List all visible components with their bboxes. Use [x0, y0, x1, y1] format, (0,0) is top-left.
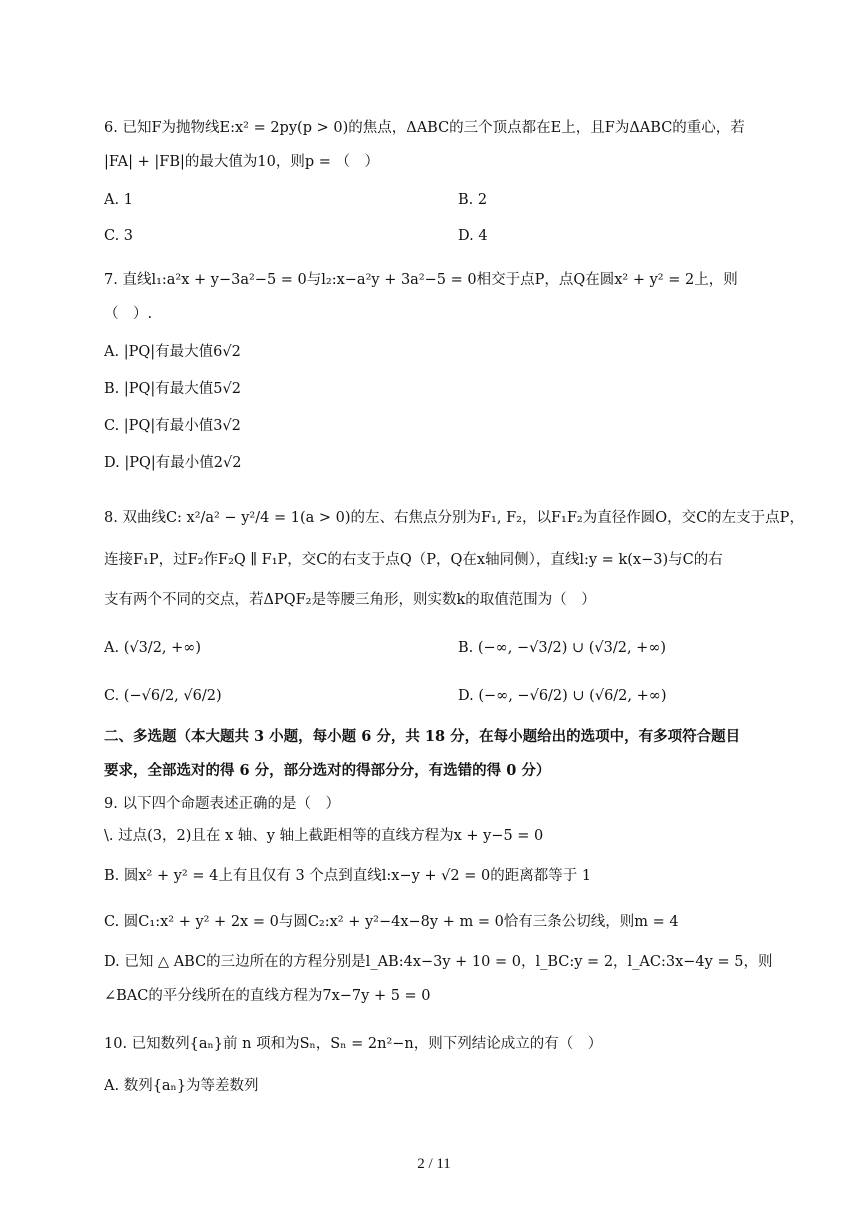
- q6-option-a: A. 1: [104, 192, 133, 208]
- section-heading-line1: 二、多选题（本大题共 3 小题，每小题 6 分，共 18 分，在每小题给出的选项中，有多项符合题目: [104, 728, 741, 745]
- q8-stem-line1: 8. 双曲线C: x²/a² − y²/4 = 1(a > 0)的左、右焦点分别为F₁, F₂，以F₁F₂为直径作圆O，交C的左支于点P，: [104, 510, 804, 526]
- q9-option-c: C. 圆C₁:x² + y² + 2x = 0与圆C₂:x² + y²−4x−8y + m = 0恰有三条公切线，则m = 4: [104, 914, 679, 930]
- q6-stem-line1: 6. 已知F为抛物线E:x² = 2py(p > 0)的焦点，ΔABC的三个顶点都在E上，且F为ΔABC的重心，若: [104, 120, 745, 136]
- q7-option-b: B. |PQ|有最大值5√2: [104, 381, 241, 397]
- q7-option-d: D. |PQ|有最小值2√2: [104, 455, 242, 471]
- q8-stem-line3: 支有两个不同的交点，若ΔPQF₂是等腰三角形，则实数k的取值范围为（ ）: [104, 592, 596, 608]
- q8-option-c: C. (−√6/2, √6/2): [104, 688, 222, 704]
- q7-option-a: A. |PQ|有最大值6√2: [104, 344, 241, 360]
- q7-stem-line1: 7. 直线l₁:a²x + y−3a²−5 = 0与l₂:x−a²y + 3a²−5 = 0相交于点P，点Q在圆x² + y² = 2上，则: [104, 272, 738, 288]
- q7-stem-line2: （ ）.: [104, 306, 153, 322]
- q8-stem-line2: 连接F₁P，过F₂作F₂Q ∥ F₁P，交C的右支于点Q（P，Q在x轴同侧），直线l:y = k(x−3)与C的右: [104, 552, 723, 568]
- q8-option-d: D. (−∞, −√6/2) ∪ (√6/2, +∞): [458, 688, 667, 704]
- q9-option-d-line1: D. 已知 △ ABC的三边所在的方程分别是l_AB:4x−3y + 10 = 0，l_BC:y = 2，l_AC:3x−4y = 5，则: [104, 954, 773, 970]
- q8-option-a: A. (√3/2, +∞): [104, 640, 202, 656]
- q9-option-a: \. 过点(3，2)且在 x 轴、y 轴上截距相等的直线方程为x + y−5 = 0: [104, 828, 544, 844]
- q10-option-a: A. 数列{aₙ}为等差数列: [104, 1078, 259, 1094]
- q6-option-b: B. 2: [458, 192, 488, 208]
- q7-option-c: C. |PQ|有最小值3√2: [104, 418, 241, 434]
- q6-option-d: D. 4: [458, 228, 488, 244]
- q10-stem: 10. 已知数列{aₙ}前 n 项和为Sₙ，Sₙ = 2n²−n，则下列结论成立的有（ ）: [104, 1036, 603, 1052]
- q9-option-d-line2: ∠BAC的平分线所在的直线方程为7x−7y + 5 = 0: [104, 988, 431, 1004]
- q6-option-c: C. 3: [104, 228, 134, 244]
- q6-stem-line2: |FA| + |FB|的最大值为10，则p = （ ）: [104, 154, 379, 170]
- section-heading-line2: 要求，全部选对的得 6 分，部分选对的得部分分，有选错的得 0 分）: [104, 762, 551, 779]
- page-number: 2 / 11: [417, 1156, 451, 1172]
- q9-stem: 9. 以下四个命题表述正确的是（ ）: [104, 796, 340, 812]
- q8-option-b: B. (−∞, −√3/2) ∪ (√3/2, +∞): [458, 640, 667, 656]
- q9-option-b: B. 圆x² + y² = 4上有且仅有 3 个点到直线l:x−y + √2 = 0的距离都等于 1: [104, 868, 592, 884]
